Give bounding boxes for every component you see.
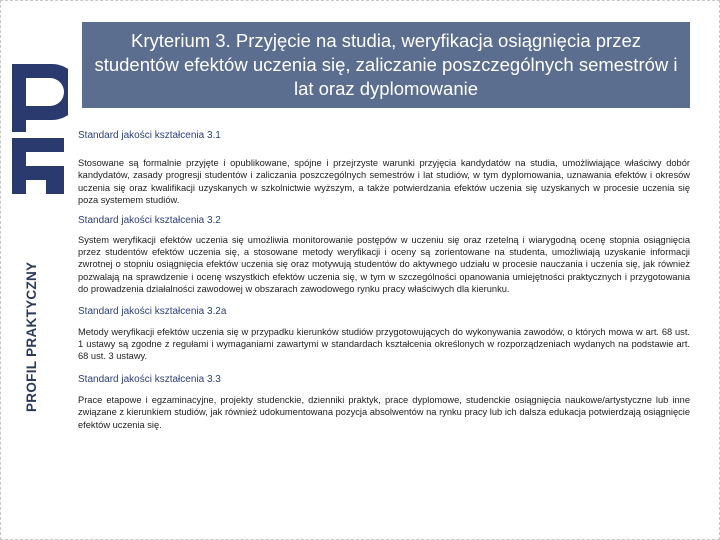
- standard-text: Prace etapowe i egzaminacyjne, projekty studenckie, dzienniki praktyk, prace dyplomowe, studenckie osiągnięcia naukowe/artystyczne lub inne związane z kierunkiem studiów, jak również udokumentowana pozycja absolwentów na rynku pracy lub ich dalsza edukacja potwierdzają osiągnięcie efektów uczenia się.: [78, 394, 690, 430]
- standard-text: Stosowane są formalnie przyjęte i opublikowane, spójne i przejrzyste warunki przyjęcia kandydatów na studia, umożliwiające właściwy dobór kandydatów, zasady progresji studentów i zaliczania poszczególnych semestrów i lat studiów, w tym dyplomowania, uznawania efektów i okresów uczenia się oraz kwalifikacji uzyskanych w szkolnictwie wyższym, a także potwierdzania efektów uczenia się uzyskanych w procesie uczenia się poza systemem studiów.: [78, 158, 690, 206]
- standards-content: [78, 126, 690, 431]
- standard-text: System weryfikacji efektów uczenia się umożliwia monitorowanie postępów w uczeniu się oraz rzetelną i wiarygodną ocenę stopnia osiągnięcia przez studentów efektów uczenia się, a stosowane metody weryfikacji i oceny są zorientowane na studenta, umożliwiają uzyskanie informacji zwrotnej o stopniu osiągnięcia efektów uczenia się oraz motywują studentów do aktywnego udziału w procesie nauczania i uczenia się, jak również pozwalają na sprawdzenie i ocenę wszystkich efektów uczenia się, w tym w szczególności opanowania umiejętności praktycznych i przygotowania do prowadzenia działalności zawodowej w obszarach zawodowego rynku pracy właściwych dla kierunku.: [78, 234, 690, 295]
- slide-title-box: [82, 22, 690, 108]
- standard-heading: Standard jakości kształcenia 3.3: [78, 373, 221, 385]
- standard-heading: Standard jakości kształcenia 3.2a: [78, 305, 227, 317]
- standard-heading: Standard jakości kształcenia 3.1: [78, 130, 221, 141]
- pka-logo-icon: [8, 62, 68, 196]
- profile-vertical-label: PROFIL PRAKTYCZNY: [24, 261, 39, 412]
- standard-heading: Standard jakości kształcenia 3.2: [78, 214, 221, 226]
- slide-title: Kryterium 3. Przyjęcie na studia, weryfikacja osiągnięcia przez studentów efektów uczenia się, zaliczanie poszczególnych semestrów i lat oraz dyplomowanie: [94, 30, 678, 99]
- standard-text: Metody weryfikacji efektów uczenia się w przypadku kierunków studiów przygotowujących do wykonywania zawodów, o których mowa w art. 68 ust. 1 ustawy są zgodne z regułami i wymaganiami zawartymi w standardach kształcenia określonych w rozporządzeniach wydanych na podstawie art. 68 ust. 3 ustawy.: [78, 326, 690, 362]
